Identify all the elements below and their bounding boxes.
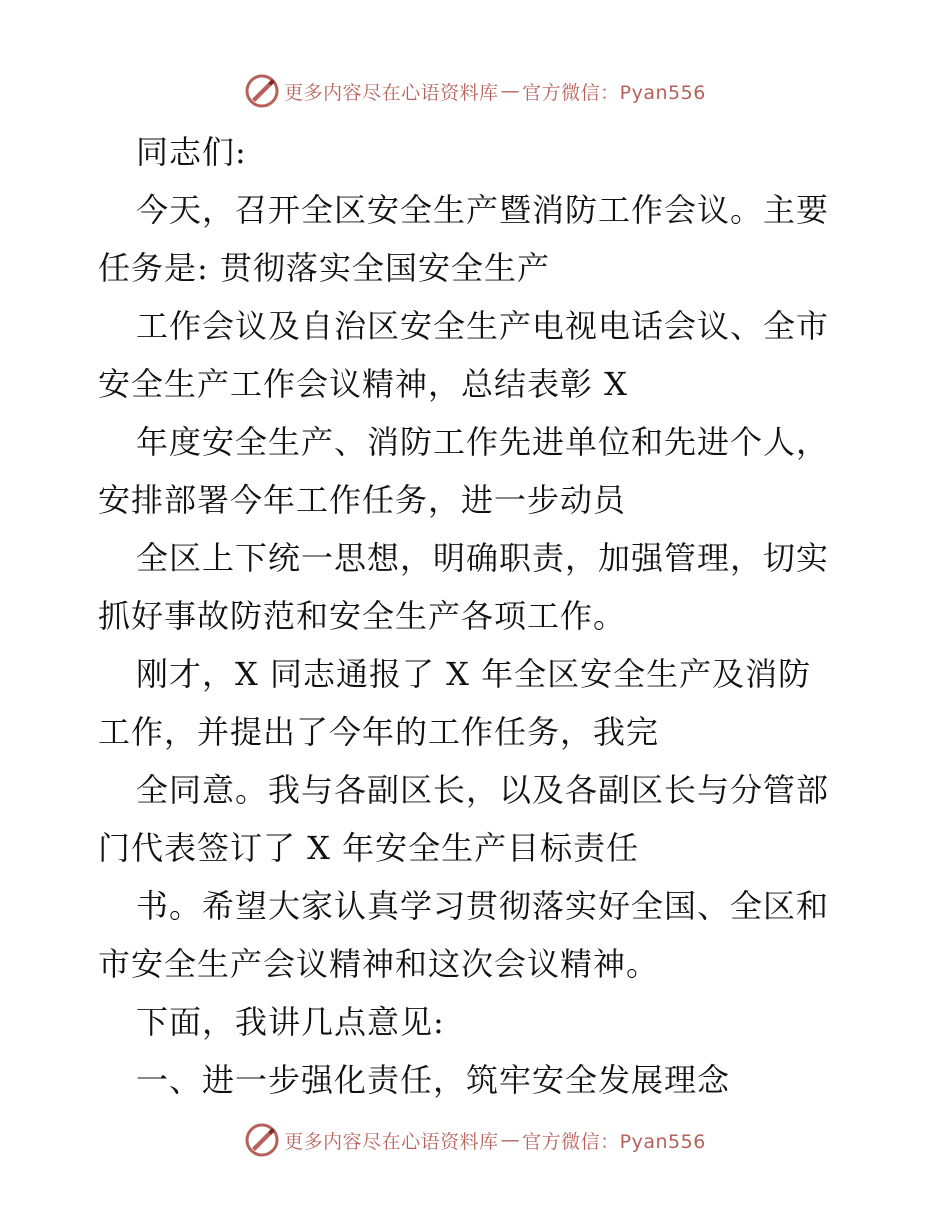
- banner-main-text: 更多内容尽在心语资料库: [284, 81, 499, 104]
- pen-logo-icon: [244, 1122, 280, 1158]
- document-body: [98, 123, 858, 1109]
- body-line: 门代表签订了 X 年安全生产目标责任: [98, 829, 640, 867]
- body-line: 工作会议及自治区安全生产电视电话会议、全市: [136, 307, 830, 345]
- banner-separator: —: [500, 80, 521, 102]
- pen-logo-icon: [244, 73, 280, 109]
- section-heading: 一、进一步强化责任，筑牢安全发展理念: [136, 1061, 731, 1099]
- body-line: 全同意。我与各副区长，以及各副区长与分管部: [136, 771, 830, 809]
- banner-wechat-text: 官方微信：Pyan556: [522, 1130, 706, 1153]
- body-line: 工作，并提出了今年的工作任务，我完: [98, 713, 660, 751]
- body-line: 安全生产工作会议精神，总结表彰 X: [98, 365, 628, 403]
- body-line: 任务是: 贯彻落实全国安全生产: [98, 249, 550, 287]
- banner-wechat-text: 官方微信：Pyan556: [522, 81, 706, 104]
- body-line: 年度安全生产、消防工作先进单位和先进个人，: [136, 423, 830, 461]
- body-line: 今天，召开全区安全生产暨消防工作会议。主要: [136, 191, 830, 229]
- body-line: 全区上下统一思想，明确职责，加强管理，切实: [136, 539, 830, 577]
- header-watermark-banner: [0, 71, 950, 111]
- body-line: 安排部署今年工作任务，进一步动员: [98, 481, 627, 519]
- banner-separator: —: [500, 1129, 521, 1151]
- body-line: 抓好事故防范和安全生产各项工作。: [98, 597, 627, 635]
- body-line: 市安全生产会议精神和这次会议精神。: [98, 945, 660, 983]
- body-line: 书。希望大家认真学习贯彻落实好全国、全区和: [136, 887, 830, 925]
- footer-watermark-banner: [0, 1120, 950, 1160]
- body-line: 下面，我讲几点意见:: [136, 1003, 445, 1041]
- body-line: 刚才，X 同志通报了 X 年全区安全生产及消防: [136, 655, 812, 693]
- banner-main-text: 更多内容尽在心语资料库: [284, 1130, 499, 1153]
- body-line: 同志们:: [136, 133, 247, 171]
